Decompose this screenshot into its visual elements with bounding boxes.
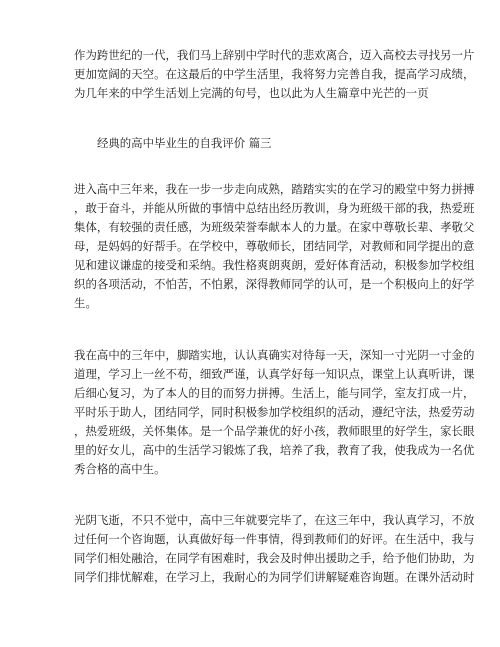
text-line: 生。	[74, 296, 97, 310]
paragraph-second	[74, 180, 475, 313]
text-line: 为几年来的中学生活划上完满的句号，也以此为人生篇章中光芒的一页	[74, 86, 429, 100]
text-line: 更加宽阔的天空。在这最后的中学生活里，我将努力完善自我，提高学习成绩，	[74, 67, 475, 81]
text-line: 作为跨世纪的一代，我们马上辞别中学时代的悲欢离合，迈入高校去寻找另一片	[74, 48, 475, 62]
text-line: ，热爱班级，关怀集体。是一个品学兼优的好小孩，教师眼里的好学生，家长眼	[74, 424, 475, 438]
text-line: 秀合格的高中生。	[74, 462, 166, 476]
text-line: 集体，有较强的责任感，为班级荣誉奉献本人的力量。在家中尊敬长辈、孝敬父	[74, 220, 475, 234]
text-line: 织的各项活动，不怕苦，不怕累，深得教师同学的认可，是一个积极向上的好学	[74, 277, 475, 291]
text-line: 里的好女儿，高中的生活学习锻炼了我，培养了我，教育了我，使我成为一名优	[74, 443, 475, 457]
text-line: 平时乐于助人，团结同学，同时积极参加学校组织的活动，遵纪守法，热爱劳动	[74, 405, 475, 419]
text-line: 同学们相处融洽，在同学有困难时，我会及时伸出援助之手，给予他们协助，为	[74, 551, 475, 565]
text-line: 光阴飞逝，不只不觉中，高中三年就要完毕了，在这三年中，我认真学习，不放	[74, 513, 475, 527]
text-line: 进入高中三年来，我在一步一步走向成熟，踏踏实实的在学习的殿堂中努力拼搏	[74, 182, 475, 196]
paragraph-third	[74, 346, 475, 479]
text-line: 后细心复习，为了本人的目的而努力拼搏。生活上，能与同学，室友打成一片，	[74, 386, 475, 400]
section-title: 经典的高中毕业生的自我评价 篇三	[97, 136, 272, 150]
text-line: ，敢于奋斗，并能从所做的事情中总结出经历教训，身为班级干部的我，热爱班	[74, 201, 475, 215]
text-line: 见和建议谦虚的接受和采纳。我性格爽朗爽朗，爱好体育活动，积极参加学校组	[74, 258, 475, 272]
paragraph-fourth	[74, 511, 475, 587]
text-line: 道理，学习上一丝不苟，细致严谨，认真学好每一知识点，课堂上认真听讲，课	[74, 367, 475, 381]
text-line: 同学们排忧解难，在学习上，我耐心的为同学们讲解疑难咨询题。在课外活动时	[74, 570, 475, 584]
paragraph-intro	[74, 46, 475, 103]
text-line: 母，是妈妈的好帮手。在学校中，尊敬师长，团结同学，对教师和同学提出的意	[74, 239, 475, 253]
text-line: 过任何一个咨询题，认真做好每一件事情，得到教师们的好评。在生活中，我与	[74, 532, 475, 546]
text-line: 我在高中的三年中，脚踏实地，认认真确实对待每一天，深知一寸光阴一寸金的	[74, 348, 475, 362]
